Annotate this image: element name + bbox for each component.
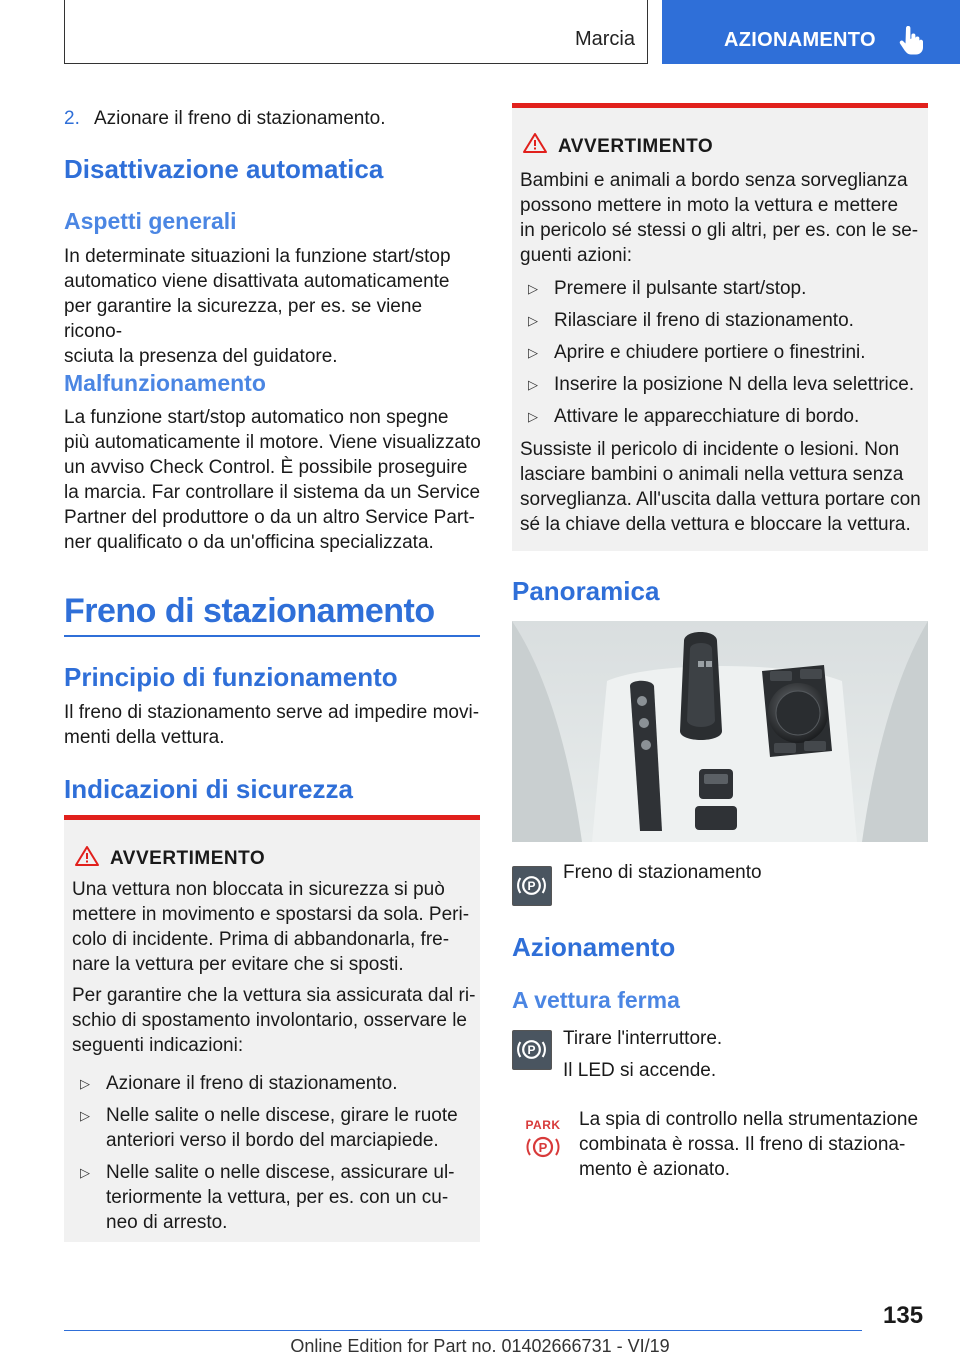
warning-title: AVVERTIMENTO <box>110 848 266 869</box>
text-line: colo di incidente. Prima di abbandonarla, fre‐ <box>72 929 450 950</box>
warning-paragraph-2 <box>520 437 928 537</box>
warning-title: AVVERTIMENTO <box>558 136 714 157</box>
text-line: Bambini e animali a bordo senza sorveglianza <box>520 170 908 191</box>
bullet-item <box>520 404 928 429</box>
text-line: ner qualificato o da un'officina specializzata. <box>64 532 434 553</box>
svg-text:P: P <box>538 1140 548 1155</box>
step-2 <box>64 106 480 131</box>
header-left-box <box>64 0 648 64</box>
text-line: per garantire la sicurezza, per es. se viene ricono‐ <box>64 296 423 342</box>
bullet-item <box>520 276 928 301</box>
warning-triangle-icon <box>522 132 548 154</box>
text-line: teriormente la vettura, per es. con un cu‐ <box>106 1187 449 1208</box>
bullet-triangle-icon: ▷ <box>80 1076 90 1091</box>
bullet-triangle-icon: ▷ <box>528 409 538 424</box>
text-line: sé la chiave della vettura e bloccare la vettura. <box>520 514 911 535</box>
text-line: guenti azioni: <box>520 245 632 266</box>
text-line: In determinate situazioni la funzione start/stop <box>64 246 451 267</box>
text-line: possono mettere in moto la vettura e mettere <box>520 195 899 216</box>
warning-box-right <box>512 103 928 551</box>
heading-disattivazione: Disattivazione automatica <box>64 154 384 184</box>
heading-vettura-ferma: A vettura ferma <box>512 987 680 1013</box>
bullet-triangle-icon: ▷ <box>528 345 538 360</box>
bullet-triangle-icon: ▷ <box>528 281 538 296</box>
bullet-triangle-icon: ▷ <box>528 313 538 328</box>
text-line: Azionare il freno di stazionamento. <box>106 1073 398 1094</box>
heading-azionamento: Azionamento <box>512 932 676 962</box>
bullet-triangle-icon: ▷ <box>80 1108 90 1123</box>
footer-edition: Online Edition for Part no. 01402666731 - VI/19 <box>290 1336 670 1356</box>
bullet-item <box>72 1160 478 1235</box>
text-line: Partner del produttore o da un altro Service Part‐ <box>64 507 475 528</box>
text-line: neo di arresto. <box>106 1212 228 1233</box>
step-number: 2. <box>64 108 80 129</box>
text-line: Aprire e chiudere portiere o finestrini. <box>554 342 866 363</box>
parking-brake-icon <box>512 1030 552 1070</box>
text-line: automatico viene disattivata automaticamente <box>64 271 450 292</box>
text-line: Nelle salite o nelle discese, girare le ruote <box>106 1105 458 1126</box>
heading-underline <box>64 635 480 637</box>
text-line: mento è azionato. <box>579 1159 731 1180</box>
heading-indicazioni: Indicazioni di sicurezza <box>64 774 353 804</box>
aspetti-paragraph <box>64 244 484 369</box>
text-line: Tirare l'interruttore. <box>563 1028 723 1049</box>
text-line: Il freno di stazionamento serve ad impedire movi‐ <box>64 702 480 723</box>
warning-triangle-icon <box>74 845 100 867</box>
text-line: schio di spostamento involontario, osservare le <box>72 1010 467 1031</box>
warning-paragraph-1 <box>520 168 928 268</box>
text-line: Freno di stazionamento <box>563 862 762 883</box>
header-tab-label: AZIONAMENTO <box>724 29 876 51</box>
park-paragraph <box>579 1107 929 1182</box>
text-line: Premere il pulsante start/stop. <box>554 278 807 299</box>
text-line: Una vettura non bloccata in sicurezza si può <box>72 879 445 900</box>
warning-box-left <box>64 815 480 1242</box>
text-line: Sussiste il pericolo di incidente o lesioni. Non <box>520 439 900 460</box>
page-number: 135 <box>883 1302 924 1329</box>
text-line: Il LED si accende. <box>563 1060 717 1081</box>
icon2-text <box>563 1026 722 1083</box>
text-line: Attivare le apparecchiature di bordo. <box>554 406 860 427</box>
heading-aspetti-generali: Aspetti generali <box>64 208 237 234</box>
heading-panoramica: Panoramica <box>512 576 660 606</box>
bullet-item <box>520 372 928 397</box>
text-line: nare la vettura per evitare che si sposti. <box>72 954 404 975</box>
text-line: Per garantire che la vettura sia assicurata dal ri‐ <box>72 985 476 1006</box>
bullet-item <box>520 308 928 333</box>
bullet-item <box>520 340 928 365</box>
park-indicator-icon <box>520 1118 566 1162</box>
heading-malfunzionamento: Malfunzionamento <box>64 370 266 396</box>
text-line: La spia di controllo nella strumentazione <box>579 1109 919 1130</box>
text-line: mettere in movimento e spostarsi da sola. Peri‐ <box>72 904 470 925</box>
text-line: in pericolo sé stessi o gli altri, per es. con le se‐ <box>520 220 919 241</box>
text-line: anteriori verso il bordo del marciapiede. <box>106 1130 439 1151</box>
bullet-item <box>72 1103 478 1153</box>
footer-divider <box>64 1330 862 1331</box>
icon1-caption <box>563 860 762 885</box>
header-section-label: Marcia <box>574 28 635 50</box>
text-line: sorveglianza. All'uscita dalla vettura portare con <box>520 489 921 510</box>
park-label: PARK <box>525 1118 561 1132</box>
warning-paragraph-2 <box>72 983 478 1058</box>
parking-brake-icon <box>512 866 552 906</box>
text-line: lasciare bambini o animali nella vettura senza <box>520 464 904 485</box>
heading-principio: Principio di funzionamento <box>64 662 398 692</box>
svg-text:P: P <box>527 879 536 894</box>
heading-freno-stazionamento: Freno di stazionamento <box>64 592 435 630</box>
text-line: Inserire la posizione N della leva selettrice. <box>554 374 915 395</box>
text-line: la marcia. Far controllare il sistema da un Service <box>64 482 481 503</box>
header-tab[interactable] <box>662 0 960 64</box>
malfunzionamento-paragraph <box>64 405 484 555</box>
text-line: Rilasciare il freno di stazionamento. <box>554 310 854 331</box>
bullet-triangle-icon: ▷ <box>80 1165 90 1180</box>
bullet-item <box>72 1071 478 1096</box>
text-line: menti della vettura. <box>64 727 225 748</box>
svg-text:P: P <box>527 1043 536 1058</box>
text-line: più automaticamente il motore. Viene visualizzato <box>64 432 481 453</box>
center-console-photo <box>512 621 928 842</box>
warning-paragraph-1 <box>72 877 478 977</box>
text-line: La funzione start/stop automatico non spegne <box>64 407 449 428</box>
text-line: Nelle salite o nelle discese, assicurare ul‐ <box>106 1162 455 1183</box>
text-line: un avviso Check Control. È possibile proseguire <box>64 457 468 478</box>
text-line: combinata è rossa. Il freno di staziona‐ <box>579 1134 906 1155</box>
principio-paragraph <box>64 700 484 750</box>
bullet-triangle-icon: ▷ <box>528 377 538 392</box>
hand-pointer-icon <box>898 26 924 56</box>
text-line: sciuta la presenza del guidatore. <box>64 346 338 367</box>
step-text: Azionare il freno di stazionamento. <box>94 108 386 129</box>
text-line: seguenti indicazioni: <box>72 1035 244 1056</box>
